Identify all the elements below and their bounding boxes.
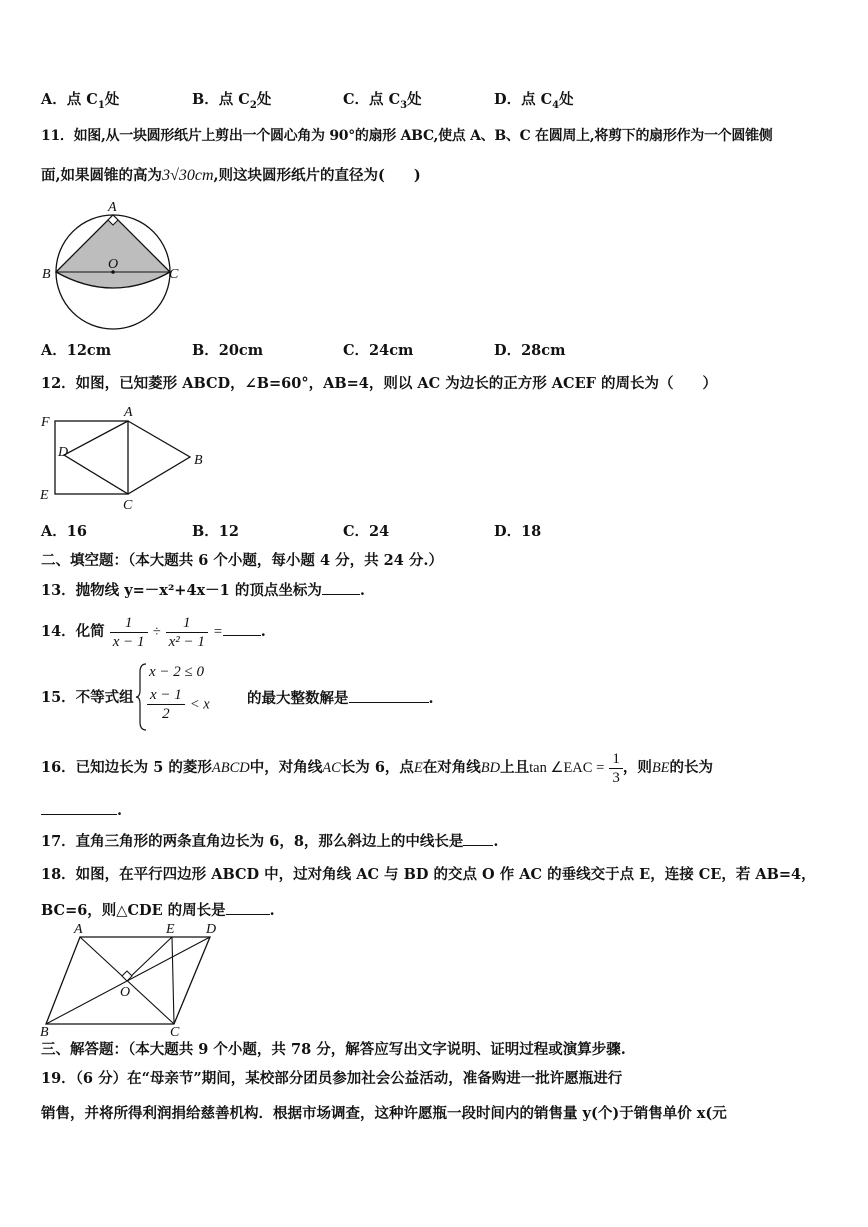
label-O: O (108, 257, 119, 272)
q12-option-d: D．18 (494, 523, 542, 540)
q11-option-d: D．28cm (494, 342, 566, 359)
label-O: O (120, 985, 131, 1000)
question-14: 14．化简 $\frac{1}{x - 1}$ ÷ $\frac{1}{\text{x² − 1}}$ = . (41, 614, 266, 650)
answer-blank (349, 688, 429, 703)
question-19-line2: 销售，并将所得利润捐给慈善机构．根据市场调查，这种许愿瓶一段时间内的销售量 y(个)于销售单价 x(元 (41, 1105, 727, 1122)
label-C: C (169, 267, 179, 282)
fraction-tan: $\frac{1}{3}$ (609, 750, 623, 787)
option-b: B．点 $C_2$处 (192, 91, 272, 111)
q12-option-c: C．24 (343, 523, 390, 540)
section-2-heading: 二、填空题：（本大题共 6 个小题，每小题 4 分，共 24 分.） (41, 552, 443, 569)
label-D: D (206, 922, 217, 937)
figure-q12-rhombus-square (36, 404, 216, 514)
question-18-line1: 18．如图，在平行四边形 ABCD 中，过对角线 AC 与 BD 的交点 O 作 AC 的垂线交于点 E，连接 CE，若 AB=4， (41, 866, 816, 883)
label-E: E (40, 488, 49, 503)
question-11-line2: 面,如果圆锥的高为3√30cm,则这块圆形纸片的直径为( ) (41, 167, 421, 184)
label-A: A (108, 200, 117, 215)
figure-q18-parallelogram (36, 920, 226, 1040)
label-B: B (42, 267, 51, 282)
label-A: A (124, 405, 133, 420)
answer-blank (322, 580, 360, 595)
label-B: B (40, 1025, 49, 1040)
q12-option-b: B．12 (192, 523, 239, 540)
question-16: 16．已知边长为 5 的菱形ABCD中，对角线AC长为 6，点E在对角线BD上且tan ∠EAC = $\frac{1}{3}$ ，则BE的长为 (41, 750, 714, 786)
label-C: C (170, 1025, 180, 1040)
label-B: B (194, 453, 203, 468)
answer-blank (41, 800, 117, 815)
height-expression: 3√30cm (162, 167, 214, 184)
question-13: 13．抛物线 y=－x²+4x－1 的顶点坐标为 . (41, 582, 365, 599)
label-D: D (58, 445, 69, 460)
label-C: C (123, 498, 133, 513)
question-16-answer: . (41, 800, 122, 821)
label-E: E (166, 922, 175, 937)
label-A: A (74, 922, 83, 937)
question-12: 12．如图，已知菱形 ABCD，∠B=60°，AB=4，则以 AC 为边长的正方形 ACEF 的周长为（ ） (41, 375, 717, 392)
option-a: A．点 $C_1$处 (41, 91, 120, 111)
option-d: D．点 $C_4$处 (494, 91, 574, 111)
option-c: C．点 $C_3$处 (343, 91, 422, 111)
q11-option-c: C．24cm (343, 342, 414, 359)
fraction-2: $\frac{1}{\text{x² − 1}}$ (166, 614, 208, 651)
label-F: F (41, 415, 50, 430)
question-18-line2: BC=6，则△CDE 的周长是 . (41, 902, 275, 919)
answer-blank (463, 831, 493, 846)
answer-blank (223, 621, 261, 636)
fraction-1: $\frac{1}{x - 1}$ (110, 614, 148, 651)
figure-q11-circle-sector (38, 196, 188, 336)
question-11-line1: 11．如图,从一块圆形纸片上剪出一个圆心角为 90°的扇形 ABC,使点 A、B、C 在圆周上,将剪下的扇形作为一个圆锥侧 (41, 128, 773, 144)
section-3-heading: 三、解答题：（本大题共 9 个小题，共 78 分，解答应写出文字说明、证明过程或演算步骤. (41, 1041, 626, 1058)
question-17: 17．直角三角形的两条直角边长为 6，8，那么斜边上的中线长是 . (41, 833, 499, 850)
q11-option-b: B．20cm (192, 342, 264, 359)
question-19-line1: 19．（6 分）在“母亲节”期间，某校部分团员参加社会公益活动，准备购进一批许愿瓶进行 (41, 1070, 623, 1087)
q12-option-a: A．16 (41, 523, 87, 540)
q11-option-a: A．12cm (41, 342, 112, 359)
answer-blank (226, 900, 270, 915)
